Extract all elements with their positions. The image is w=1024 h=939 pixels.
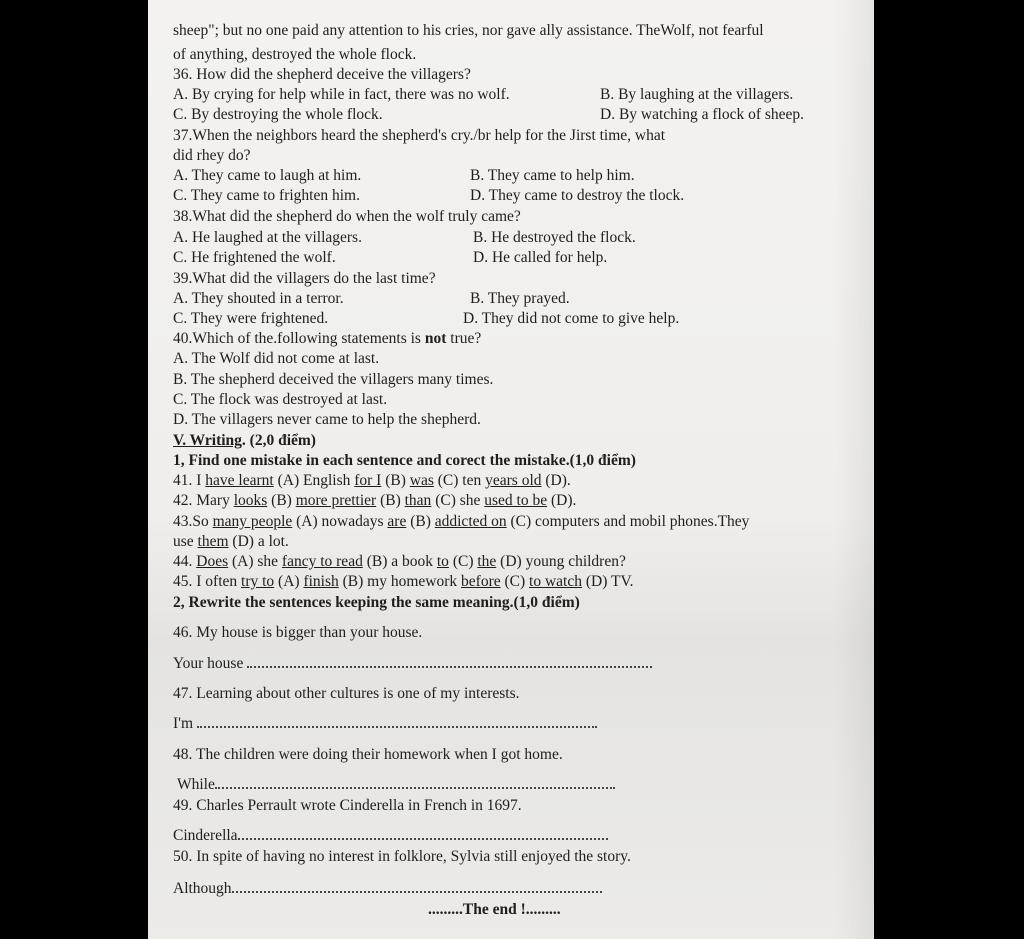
- q37-option-c: C. They came to frighten him.: [173, 187, 360, 204]
- q36-option-c: C. By destroying the whole flock.: [173, 106, 383, 123]
- question-36: 36. How did the shepherd deceive the villagers?: [173, 66, 471, 83]
- q40-option-b: B. The shepherd deceived the villagers many times.: [173, 371, 494, 388]
- answer-start: I'm: [173, 715, 194, 732]
- answer-blank: [197, 714, 597, 728]
- q48-answer-line: [177, 775, 615, 794]
- question-42: 42. Mary looks (B) more prettier (B) than (C) she used to be (D).: [173, 492, 577, 509]
- q39-option-d: D. They did not come to give help.: [463, 310, 680, 327]
- question-47: 47. Learning about other cultures is one of my interests.: [173, 685, 520, 702]
- question-48: 48. The children were doing their homework when I got home.: [173, 746, 563, 763]
- answer-start: Cinderella: [173, 827, 238, 844]
- question-44: 44. Does (A) she fancy to read (B) a book to (C) the (D) young children?: [173, 553, 626, 570]
- exam-paper: [148, 0, 874, 939]
- question-38: 38.What did the shepherd do when the wolf truly came?: [173, 208, 521, 225]
- q49-answer-line: [173, 826, 608, 845]
- q40-option-d: D. The villagers never came to help the shepherd.: [173, 411, 481, 428]
- q39-option-b: B. They prayed.: [470, 290, 570, 307]
- part1-instructions: 1, Find one mistake in each sentence and corect the mistake.(1,0 điểm): [173, 452, 636, 469]
- answer-blank: [247, 654, 652, 668]
- question-37: 37.When the neighbors heard the shepherd's cry./br help for the Jirst time, what: [173, 127, 666, 144]
- q46-answer-line: [173, 654, 652, 673]
- writing-heading: [173, 431, 316, 450]
- question-39: 39.What did the villagers do the last time?: [173, 270, 436, 287]
- answer-start: Your house: [173, 655, 244, 672]
- answer-blank: [215, 775, 615, 789]
- q50-answer-line: [173, 879, 602, 898]
- question-49: 49. Charles Perrault wrote Cinderella in French in 1697.: [173, 797, 522, 814]
- q37-option-d: D. They came to destroy the tlock.: [470, 187, 685, 204]
- question-46: 46. My house is bigger than your house.: [173, 624, 423, 641]
- section-title: V. Writing: [173, 432, 242, 449]
- question-41: 41. I have learnt (A) English for I (B) was (C) ten years old (D).: [173, 472, 571, 489]
- the-end: .........The end !.........: [428, 901, 561, 918]
- q37-option-a: A. They came to laugh at him.: [173, 167, 362, 184]
- section-points: . (2,0 điểm): [241, 432, 316, 449]
- question-50: 50. In spite of having no interest in folklore, Sylvia still enjoyed the story.: [173, 848, 631, 865]
- q40-text: true?: [446, 330, 482, 347]
- passage-line: sheep"; but no one paid any attention to his cries, nor gave ally assistance. TheWolf, not fearful: [173, 22, 764, 39]
- q40-emphasis: not: [424, 330, 447, 347]
- part2-instructions: 2, Rewrite the sentences keeping the same meaning.(1,0 điểm): [173, 594, 580, 611]
- q39-option-c: C. They were frightened.: [173, 310, 329, 327]
- question-45: 45. I often try to (A) finish (B) my homework before (C) to watch (D) TV.: [173, 573, 634, 590]
- q39-option-a: A. They shouted in a terror.: [173, 290, 344, 307]
- answer-blank: [238, 826, 608, 840]
- q36-option-d: D. By watching a flock of sheep.: [600, 106, 805, 123]
- question-40: [173, 329, 481, 348]
- answer-start: While: [177, 776, 215, 793]
- answer-start: Although: [173, 880, 232, 897]
- q38-option-a: A. He laughed at the villagers.: [173, 229, 362, 246]
- q40-option-c: C. The flock was destroyed at last.: [173, 391, 388, 408]
- question-43-cont: use them (D) a lot.: [173, 533, 289, 550]
- answer-blank: [232, 879, 602, 893]
- q37-option-b: B. They came to help him.: [470, 167, 635, 184]
- q47-answer-line: [173, 714, 597, 733]
- q40-option-a: A. The Wolf did not come at last.: [173, 350, 380, 367]
- q36-option-b: B. By laughing at the villagers.: [600, 86, 794, 103]
- q40-text: 40.Which of the.following statements is: [173, 330, 425, 347]
- passage-line: of anything, destroyed the whole flock.: [173, 46, 417, 63]
- q36-option-a: A. By crying for help while in fact, there was no wolf.: [173, 86, 510, 103]
- q38-option-d: D. He called for help.: [473, 249, 608, 266]
- q38-option-b: B. He destroyed the flock.: [473, 229, 636, 246]
- question-37-cont: did rhey do?: [173, 147, 251, 164]
- q38-option-c: C. He frightened the wolf.: [173, 249, 336, 266]
- question-43: 43.So many people (A) nowadays are (B) addicted on (C) computers and mobil phones.They: [173, 513, 750, 530]
